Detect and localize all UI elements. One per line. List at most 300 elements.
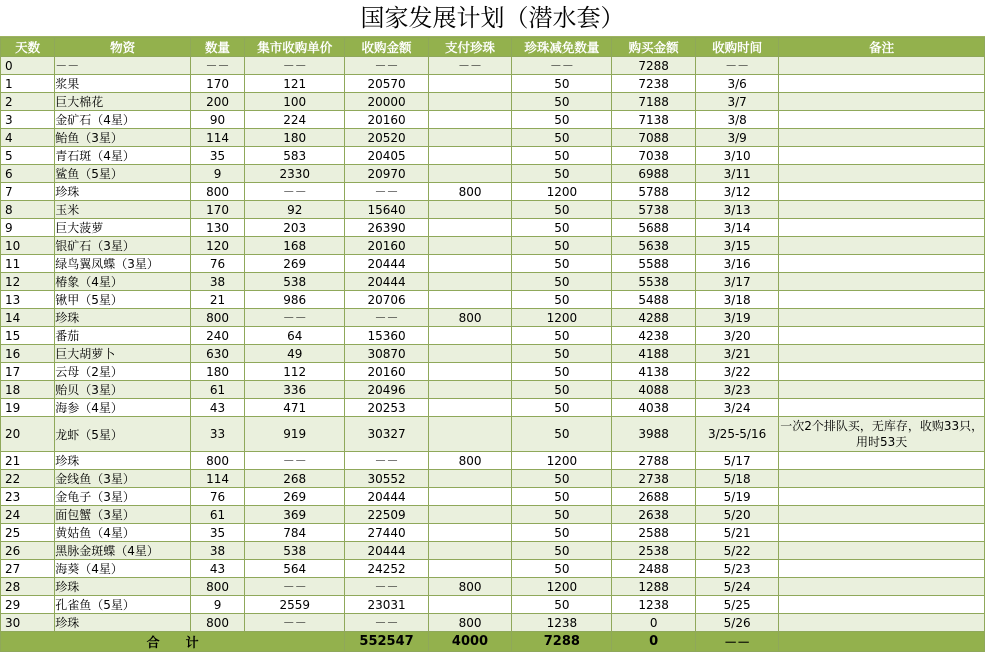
cell-day[interactable]: 23 bbox=[1, 488, 55, 506]
cell-amount[interactable]: 20444 bbox=[345, 542, 428, 560]
cell-pearl-reduce[interactable]: 50 bbox=[512, 363, 612, 381]
cell-buy[interactable]: 2638 bbox=[612, 506, 695, 524]
cell-price[interactable]: 784 bbox=[245, 524, 345, 542]
cell-pearl-reduce[interactable]: 50 bbox=[512, 417, 612, 452]
cell-note[interactable] bbox=[779, 327, 985, 345]
cell-time[interactable]: 5/24 bbox=[695, 578, 778, 596]
cell-note[interactable] bbox=[779, 291, 985, 309]
cell-item[interactable]: 金矿石（4星） bbox=[55, 111, 191, 129]
cell-buy[interactable]: 5738 bbox=[612, 201, 695, 219]
cell-buy[interactable]: 4188 bbox=[612, 345, 695, 363]
cell-item[interactable]: 金龟子（3星） bbox=[55, 488, 191, 506]
cell-amount[interactable]: 20160 bbox=[345, 363, 428, 381]
cell-amount[interactable]: －－ bbox=[345, 578, 428, 596]
cell-note[interactable] bbox=[779, 201, 985, 219]
cell-item[interactable]: 珍珠 bbox=[55, 578, 191, 596]
cell-time[interactable]: 5/23 bbox=[695, 560, 778, 578]
cell-time[interactable]: 3/17 bbox=[695, 273, 778, 291]
cell-qty[interactable]: 43 bbox=[190, 560, 244, 578]
cell-pearl-pay[interactable] bbox=[428, 129, 511, 147]
cell-day[interactable]: 30 bbox=[1, 614, 55, 632]
cell-pearl-reduce[interactable]: 50 bbox=[512, 147, 612, 165]
cell-day[interactable]: 15 bbox=[1, 327, 55, 345]
cell-time[interactable]: 5/17 bbox=[695, 452, 778, 470]
cell-pearl-pay[interactable] bbox=[428, 560, 511, 578]
cell-note[interactable] bbox=[779, 219, 985, 237]
cell-time[interactable]: －－ bbox=[695, 57, 778, 75]
cell-amount[interactable]: 20570 bbox=[345, 75, 428, 93]
cell-price[interactable]: 2330 bbox=[245, 165, 345, 183]
cell-pearl-reduce[interactable]: 50 bbox=[512, 506, 612, 524]
cell-amount[interactable]: －－ bbox=[345, 57, 428, 75]
cell-price[interactable]: －－ bbox=[245, 183, 345, 201]
cell-qty[interactable]: 38 bbox=[190, 542, 244, 560]
cell-item[interactable]: 番茄 bbox=[55, 327, 191, 345]
cell-amount[interactable]: 30552 bbox=[345, 470, 428, 488]
cell-item[interactable]: 巨大胡萝卜 bbox=[55, 345, 191, 363]
cell-item[interactable]: 珍珠 bbox=[55, 183, 191, 201]
cell-time[interactable]: 5/25 bbox=[695, 596, 778, 614]
cell-qty[interactable]: 120 bbox=[190, 237, 244, 255]
cell-price[interactable]: 471 bbox=[245, 399, 345, 417]
cell-amount[interactable]: 26390 bbox=[345, 219, 428, 237]
cell-price[interactable]: －－ bbox=[245, 614, 345, 632]
cell-item[interactable]: 青石斑（4星） bbox=[55, 147, 191, 165]
cell-qty[interactable]: 200 bbox=[190, 93, 244, 111]
cell-time[interactable]: 3/20 bbox=[695, 327, 778, 345]
cell-amount[interactable]: 30327 bbox=[345, 417, 428, 452]
cell-note[interactable] bbox=[779, 524, 985, 542]
cell-pearl-reduce[interactable]: 1238 bbox=[512, 614, 612, 632]
cell-qty[interactable]: 114 bbox=[190, 470, 244, 488]
cell-pearl-pay[interactable] bbox=[428, 327, 511, 345]
cell-buy[interactable]: 2488 bbox=[612, 560, 695, 578]
cell-buy[interactable]: 5488 bbox=[612, 291, 695, 309]
cell-price[interactable]: －－ bbox=[245, 57, 345, 75]
cell-amount[interactable]: 20405 bbox=[345, 147, 428, 165]
cell-day[interactable]: 1 bbox=[1, 75, 55, 93]
cell-pearl-pay[interactable]: 800 bbox=[428, 183, 511, 201]
cell-day[interactable]: 28 bbox=[1, 578, 55, 596]
cell-note[interactable] bbox=[779, 614, 985, 632]
cell-pearl-pay[interactable] bbox=[428, 399, 511, 417]
cell-price[interactable]: －－ bbox=[245, 578, 345, 596]
cell-pearl-reduce[interactable]: －－ bbox=[512, 57, 612, 75]
cell-day[interactable]: 6 bbox=[1, 165, 55, 183]
cell-day[interactable]: 12 bbox=[1, 273, 55, 291]
cell-qty[interactable]: －－ bbox=[190, 57, 244, 75]
cell-amount[interactable]: 20000 bbox=[345, 93, 428, 111]
cell-pearl-pay[interactable] bbox=[428, 237, 511, 255]
cell-time[interactable]: 3/8 bbox=[695, 111, 778, 129]
cell-pearl-pay[interactable] bbox=[428, 291, 511, 309]
cell-time[interactable]: 3/19 bbox=[695, 309, 778, 327]
cell-qty[interactable]: 800 bbox=[190, 578, 244, 596]
cell-day[interactable]: 21 bbox=[1, 452, 55, 470]
cell-day[interactable]: 16 bbox=[1, 345, 55, 363]
cell-note[interactable] bbox=[779, 560, 985, 578]
cell-price[interactable]: 121 bbox=[245, 75, 345, 93]
header-time[interactable]: 收购时间 bbox=[695, 38, 778, 57]
cell-amount[interactable]: －－ bbox=[345, 452, 428, 470]
cell-day[interactable]: 29 bbox=[1, 596, 55, 614]
cell-time[interactable]: 3/14 bbox=[695, 219, 778, 237]
cell-item[interactable]: 鲨鱼（5星） bbox=[55, 165, 191, 183]
cell-buy[interactable]: 4088 bbox=[612, 381, 695, 399]
total-label[interactable]: 合 计 bbox=[1, 632, 345, 652]
cell-pearl-pay[interactable] bbox=[428, 93, 511, 111]
cell-item[interactable]: 云母（2星） bbox=[55, 363, 191, 381]
cell-qty[interactable]: 800 bbox=[190, 183, 244, 201]
cell-price[interactable]: 538 bbox=[245, 542, 345, 560]
cell-pearl-reduce[interactable]: 50 bbox=[512, 111, 612, 129]
cell-pearl-reduce[interactable]: 50 bbox=[512, 201, 612, 219]
cell-pearl-reduce[interactable]: 50 bbox=[512, 399, 612, 417]
cell-time[interactable]: 3/25-5/16 bbox=[695, 417, 778, 452]
cell-day[interactable]: 27 bbox=[1, 560, 55, 578]
cell-time[interactable]: 5/18 bbox=[695, 470, 778, 488]
cell-item[interactable]: 珍珠 bbox=[55, 614, 191, 632]
cell-day[interactable]: 13 bbox=[1, 291, 55, 309]
header-buy[interactable]: 购买金额 bbox=[612, 38, 695, 57]
cell-buy[interactable]: 7288 bbox=[612, 57, 695, 75]
cell-item[interactable]: 黑脉金斑蝶（4星） bbox=[55, 542, 191, 560]
cell-item[interactable]: 椿象（4星） bbox=[55, 273, 191, 291]
cell-amount[interactable]: －－ bbox=[345, 183, 428, 201]
cell-note[interactable] bbox=[779, 452, 985, 470]
cell-price[interactable]: 100 bbox=[245, 93, 345, 111]
cell-amount[interactable]: 20160 bbox=[345, 111, 428, 129]
cell-note[interactable] bbox=[779, 147, 985, 165]
cell-pearl-pay[interactable]: 800 bbox=[428, 452, 511, 470]
cell-note[interactable] bbox=[779, 345, 985, 363]
cell-qty[interactable]: 800 bbox=[190, 452, 244, 470]
cell-time[interactable]: 3/23 bbox=[695, 381, 778, 399]
cell-time[interactable]: 3/18 bbox=[695, 291, 778, 309]
cell-pearl-pay[interactable] bbox=[428, 417, 511, 452]
cell-amount[interactable]: 15640 bbox=[345, 201, 428, 219]
cell-amount[interactable]: 20706 bbox=[345, 291, 428, 309]
cell-qty[interactable]: 35 bbox=[190, 524, 244, 542]
cell-buy[interactable]: 1288 bbox=[612, 578, 695, 596]
cell-price[interactable]: 564 bbox=[245, 560, 345, 578]
cell-buy[interactable]: 7188 bbox=[612, 93, 695, 111]
cell-day[interactable]: 20 bbox=[1, 417, 55, 452]
cell-time[interactable]: 3/6 bbox=[695, 75, 778, 93]
cell-pearl-reduce[interactable]: 50 bbox=[512, 291, 612, 309]
cell-time[interactable]: 3/11 bbox=[695, 165, 778, 183]
header-note[interactable]: 备注 bbox=[779, 38, 985, 57]
cell-time[interactable]: 3/15 bbox=[695, 237, 778, 255]
cell-day[interactable]: 14 bbox=[1, 309, 55, 327]
cell-buy[interactable]: 2588 bbox=[612, 524, 695, 542]
cell-pearl-reduce[interactable]: 50 bbox=[512, 93, 612, 111]
cell-pearl-pay[interactable] bbox=[428, 345, 511, 363]
cell-qty[interactable]: 90 bbox=[190, 111, 244, 129]
cell-pearl-reduce[interactable]: 50 bbox=[512, 165, 612, 183]
cell-note[interactable] bbox=[779, 578, 985, 596]
cell-price[interactable]: 64 bbox=[245, 327, 345, 345]
cell-qty[interactable]: 76 bbox=[190, 255, 244, 273]
cell-amount[interactable]: 20520 bbox=[345, 129, 428, 147]
cell-pearl-reduce[interactable]: 1200 bbox=[512, 578, 612, 596]
cell-note[interactable] bbox=[779, 129, 985, 147]
cell-note[interactable] bbox=[779, 93, 985, 111]
cell-price[interactable]: 986 bbox=[245, 291, 345, 309]
cell-qty[interactable]: 114 bbox=[190, 129, 244, 147]
cell-note[interactable] bbox=[779, 111, 985, 129]
cell-item[interactable]: 海葵（4星） bbox=[55, 560, 191, 578]
cell-note[interactable] bbox=[779, 237, 985, 255]
cell-day[interactable]: 24 bbox=[1, 506, 55, 524]
cell-buy[interactable]: 7038 bbox=[612, 147, 695, 165]
cell-day[interactable]: 2 bbox=[1, 93, 55, 111]
cell-note[interactable] bbox=[779, 470, 985, 488]
cell-buy[interactable]: 5538 bbox=[612, 273, 695, 291]
total-pearl-pay[interactable]: 4000 bbox=[428, 632, 511, 652]
cell-item[interactable]: 玉米 bbox=[55, 201, 191, 219]
cell-note[interactable] bbox=[779, 363, 985, 381]
cell-pearl-pay[interactable]: －－ bbox=[428, 57, 511, 75]
header-day[interactable]: 天数 bbox=[1, 38, 55, 57]
cell-buy[interactable]: 7138 bbox=[612, 111, 695, 129]
cell-amount[interactable]: 20970 bbox=[345, 165, 428, 183]
cell-qty[interactable]: 170 bbox=[190, 75, 244, 93]
header-pearl-reduce[interactable]: 珍珠减免数量 bbox=[512, 38, 612, 57]
cell-amount[interactable]: －－ bbox=[345, 614, 428, 632]
cell-pearl-reduce[interactable]: 50 bbox=[512, 273, 612, 291]
total-pearl-reduce[interactable]: 7288 bbox=[512, 632, 612, 652]
cell-item[interactable]: 绿鸟翼凤蝶（3星） bbox=[55, 255, 191, 273]
cell-time[interactable]: 3/21 bbox=[695, 345, 778, 363]
cell-time[interactable]: 3/16 bbox=[695, 255, 778, 273]
cell-pearl-reduce[interactable]: 50 bbox=[512, 219, 612, 237]
cell-day[interactable]: 17 bbox=[1, 363, 55, 381]
cell-item[interactable]: 贻贝（3星） bbox=[55, 381, 191, 399]
cell-pearl-pay[interactable] bbox=[428, 165, 511, 183]
cell-day[interactable]: 26 bbox=[1, 542, 55, 560]
header-item[interactable]: 物资 bbox=[55, 38, 191, 57]
cell-amount[interactable]: 20160 bbox=[345, 237, 428, 255]
cell-buy[interactable]: 4038 bbox=[612, 399, 695, 417]
cell-time[interactable]: 3/7 bbox=[695, 93, 778, 111]
cell-pearl-pay[interactable] bbox=[428, 75, 511, 93]
cell-pearl-reduce[interactable]: 50 bbox=[512, 381, 612, 399]
cell-amount[interactable]: 15360 bbox=[345, 327, 428, 345]
cell-note[interactable]: 一次2个排队买，无库存，收购33只，用时53天 bbox=[779, 417, 985, 452]
cell-qty[interactable]: 800 bbox=[190, 309, 244, 327]
cell-price[interactable]: 2559 bbox=[245, 596, 345, 614]
cell-day[interactable]: 7 bbox=[1, 183, 55, 201]
cell-amount[interactable]: 20444 bbox=[345, 255, 428, 273]
cell-price[interactable]: 919 bbox=[245, 417, 345, 452]
cell-qty[interactable]: 35 bbox=[190, 147, 244, 165]
cell-qty[interactable]: 76 bbox=[190, 488, 244, 506]
cell-amount[interactable]: －－ bbox=[345, 309, 428, 327]
cell-day[interactable]: 0 bbox=[1, 57, 55, 75]
cell-time[interactable]: 3/9 bbox=[695, 129, 778, 147]
cell-buy[interactable]: 2688 bbox=[612, 488, 695, 506]
cell-item[interactable]: 鲐鱼（3星） bbox=[55, 129, 191, 147]
cell-pearl-pay[interactable] bbox=[428, 147, 511, 165]
total-time[interactable]: －－ bbox=[695, 632, 778, 652]
cell-day[interactable]: 10 bbox=[1, 237, 55, 255]
cell-item[interactable]: 珍珠 bbox=[55, 452, 191, 470]
cell-buy[interactable]: 5588 bbox=[612, 255, 695, 273]
cell-item[interactable]: 金线鱼（3星） bbox=[55, 470, 191, 488]
cell-price[interactable]: 269 bbox=[245, 255, 345, 273]
cell-price[interactable]: 168 bbox=[245, 237, 345, 255]
cell-buy[interactable]: 1238 bbox=[612, 596, 695, 614]
cell-note[interactable] bbox=[779, 488, 985, 506]
cell-pearl-reduce[interactable]: 50 bbox=[512, 488, 612, 506]
cell-day[interactable]: 22 bbox=[1, 470, 55, 488]
cell-price[interactable]: 203 bbox=[245, 219, 345, 237]
cell-qty[interactable]: 180 bbox=[190, 363, 244, 381]
cell-item[interactable]: 面包蟹（3星） bbox=[55, 506, 191, 524]
cell-pearl-reduce[interactable]: 50 bbox=[512, 255, 612, 273]
cell-qty[interactable]: 240 bbox=[190, 327, 244, 345]
cell-amount[interactable]: 30870 bbox=[345, 345, 428, 363]
cell-note[interactable] bbox=[779, 183, 985, 201]
total-buy[interactable]: 0 bbox=[612, 632, 695, 652]
cell-qty[interactable]: 130 bbox=[190, 219, 244, 237]
cell-item[interactable]: 银矿石（3星） bbox=[55, 237, 191, 255]
cell-pearl-pay[interactable] bbox=[428, 201, 511, 219]
cell-pearl-pay[interactable] bbox=[428, 542, 511, 560]
cell-amount[interactable]: 20496 bbox=[345, 381, 428, 399]
cell-pearl-pay[interactable] bbox=[428, 255, 511, 273]
cell-note[interactable] bbox=[779, 273, 985, 291]
cell-pearl-reduce[interactable]: 1200 bbox=[512, 183, 612, 201]
cell-note[interactable] bbox=[779, 57, 985, 75]
cell-time[interactable]: 5/21 bbox=[695, 524, 778, 542]
cell-pearl-pay[interactable]: 800 bbox=[428, 578, 511, 596]
cell-amount[interactable]: 20253 bbox=[345, 399, 428, 417]
cell-pearl-reduce[interactable]: 50 bbox=[512, 542, 612, 560]
cell-amount[interactable]: 27440 bbox=[345, 524, 428, 542]
cell-item[interactable]: 巨大棉花 bbox=[55, 93, 191, 111]
cell-item[interactable]: 海参（4星） bbox=[55, 399, 191, 417]
cell-time[interactable]: 3/10 bbox=[695, 147, 778, 165]
cell-qty[interactable]: 170 bbox=[190, 201, 244, 219]
cell-price[interactable]: 49 bbox=[245, 345, 345, 363]
cell-note[interactable] bbox=[779, 506, 985, 524]
cell-note[interactable] bbox=[779, 165, 985, 183]
total-note[interactable] bbox=[779, 632, 985, 652]
cell-qty[interactable]: 38 bbox=[190, 273, 244, 291]
cell-pearl-pay[interactable] bbox=[428, 363, 511, 381]
cell-note[interactable] bbox=[779, 75, 985, 93]
cell-qty[interactable]: 800 bbox=[190, 614, 244, 632]
cell-note[interactable] bbox=[779, 309, 985, 327]
cell-buy[interactable]: 4288 bbox=[612, 309, 695, 327]
cell-item[interactable]: 黄姑鱼（4星） bbox=[55, 524, 191, 542]
cell-note[interactable] bbox=[779, 381, 985, 399]
cell-time[interactable]: 3/24 bbox=[695, 399, 778, 417]
header-pearl-pay[interactable]: 支付珍珠 bbox=[428, 38, 511, 57]
cell-pearl-pay[interactable] bbox=[428, 488, 511, 506]
cell-qty[interactable]: 43 bbox=[190, 399, 244, 417]
cell-item[interactable]: 珍珠 bbox=[55, 309, 191, 327]
header-price[interactable]: 集市收购单价 bbox=[245, 38, 345, 57]
cell-pearl-pay[interactable]: 800 bbox=[428, 309, 511, 327]
cell-pearl-reduce[interactable]: 50 bbox=[512, 129, 612, 147]
cell-price[interactable]: 180 bbox=[245, 129, 345, 147]
cell-amount[interactable]: 24252 bbox=[345, 560, 428, 578]
cell-price[interactable]: 269 bbox=[245, 488, 345, 506]
cell-buy[interactable]: 7238 bbox=[612, 75, 695, 93]
cell-qty[interactable]: 21 bbox=[190, 291, 244, 309]
cell-time[interactable]: 5/22 bbox=[695, 542, 778, 560]
cell-amount[interactable]: 23031 bbox=[345, 596, 428, 614]
header-amount[interactable]: 收购金额 bbox=[345, 38, 428, 57]
cell-pearl-reduce[interactable]: 50 bbox=[512, 237, 612, 255]
cell-buy[interactable]: 5688 bbox=[612, 219, 695, 237]
cell-price[interactable]: 92 bbox=[245, 201, 345, 219]
cell-price[interactable]: 369 bbox=[245, 506, 345, 524]
cell-qty[interactable]: 9 bbox=[190, 596, 244, 614]
cell-day[interactable]: 8 bbox=[1, 201, 55, 219]
cell-buy[interactable]: 5638 bbox=[612, 237, 695, 255]
cell-item[interactable]: 锹甲（5星） bbox=[55, 291, 191, 309]
total-amount[interactable]: 552547 bbox=[345, 632, 428, 652]
cell-day[interactable]: 3 bbox=[1, 111, 55, 129]
cell-item[interactable]: 浆果 bbox=[55, 75, 191, 93]
cell-day[interactable]: 4 bbox=[1, 129, 55, 147]
cell-time[interactable]: 3/13 bbox=[695, 201, 778, 219]
cell-note[interactable] bbox=[779, 596, 985, 614]
cell-note[interactable] bbox=[779, 542, 985, 560]
cell-qty[interactable]: 33 bbox=[190, 417, 244, 452]
header-qty[interactable]: 数量 bbox=[190, 38, 244, 57]
cell-time[interactable]: 3/22 bbox=[695, 363, 778, 381]
cell-amount[interactable]: 20444 bbox=[345, 273, 428, 291]
cell-pearl-pay[interactable] bbox=[428, 506, 511, 524]
cell-time[interactable]: 5/19 bbox=[695, 488, 778, 506]
cell-item[interactable]: －－ bbox=[55, 57, 191, 75]
cell-buy[interactable]: 4238 bbox=[612, 327, 695, 345]
cell-item[interactable]: 孔雀鱼（5星） bbox=[55, 596, 191, 614]
cell-pearl-reduce[interactable]: 50 bbox=[512, 560, 612, 578]
cell-pearl-reduce[interactable]: 50 bbox=[512, 327, 612, 345]
cell-pearl-pay[interactable] bbox=[428, 381, 511, 399]
cell-pearl-reduce[interactable]: 50 bbox=[512, 75, 612, 93]
cell-note[interactable] bbox=[779, 399, 985, 417]
cell-price[interactable]: 224 bbox=[245, 111, 345, 129]
cell-day[interactable]: 25 bbox=[1, 524, 55, 542]
cell-qty[interactable]: 630 bbox=[190, 345, 244, 363]
cell-amount[interactable]: 20444 bbox=[345, 488, 428, 506]
cell-day[interactable]: 9 bbox=[1, 219, 55, 237]
cell-day[interactable]: 11 bbox=[1, 255, 55, 273]
cell-day[interactable]: 19 bbox=[1, 399, 55, 417]
cell-buy[interactable]: 2788 bbox=[612, 452, 695, 470]
cell-price[interactable]: 583 bbox=[245, 147, 345, 165]
cell-pearl-reduce[interactable]: 1200 bbox=[512, 452, 612, 470]
cell-pearl-pay[interactable] bbox=[428, 470, 511, 488]
cell-buy[interactable]: 5788 bbox=[612, 183, 695, 201]
cell-pearl-pay[interactable] bbox=[428, 111, 511, 129]
cell-pearl-reduce[interactable]: 1200 bbox=[512, 309, 612, 327]
cell-pearl-pay[interactable]: 800 bbox=[428, 614, 511, 632]
cell-pearl-pay[interactable] bbox=[428, 219, 511, 237]
cell-price[interactable]: 336 bbox=[245, 381, 345, 399]
cell-price[interactable]: 112 bbox=[245, 363, 345, 381]
cell-buy[interactable]: 2738 bbox=[612, 470, 695, 488]
cell-price[interactable]: 538 bbox=[245, 273, 345, 291]
cell-buy[interactable]: 6988 bbox=[612, 165, 695, 183]
